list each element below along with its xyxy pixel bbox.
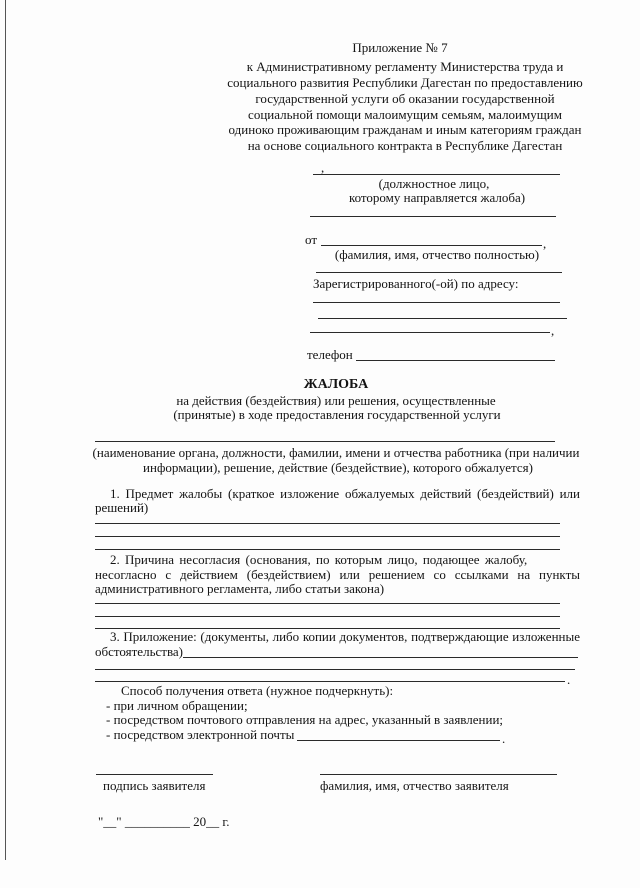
appendix-line: одиноко проживающим гражданам и иным категориям граждан <box>228 122 582 137</box>
phone-fill-line <box>356 360 555 361</box>
response-option: - посредством электронной почты <box>106 727 295 742</box>
official-caption: которому направляется жалоба) <box>348 190 526 205</box>
from-suffix: , <box>543 236 547 251</box>
response-heading: Способ получения ответа (нужное подчеркнуть): <box>121 683 394 698</box>
document-title: ЖАЛОБА <box>303 377 369 392</box>
official-caption: (должностное лицо, <box>378 176 490 191</box>
attachment-fill-line <box>95 669 575 670</box>
appendix-line: на основе социального контракта в Республике Дагестан <box>247 138 563 153</box>
attachment-heading-cont: обстоятельства) <box>95 644 184 659</box>
reason-heading-cont: административного регламента, либо статьи закона) <box>95 581 385 596</box>
email-suffix: . <box>502 731 506 746</box>
appendix-line: социального развития Республики Дагестан по предоставлению <box>227 75 583 90</box>
from-label: от <box>305 232 318 247</box>
reason-fill-line <box>95 603 560 604</box>
complaint-target-caption: (наименование органа, должности, фамилии, имени и отчества работника (при наличии <box>92 445 580 460</box>
subject-heading-cont: решений) <box>95 500 149 515</box>
complaint-target-fill-line <box>95 441 555 442</box>
official-fill-line-2 <box>310 216 556 217</box>
complaint-target-caption: информации), решение, действие (бездействие), которого обжалуется) <box>143 460 533 475</box>
address-fill-line <box>313 302 560 303</box>
subject-fill-line <box>95 549 560 550</box>
signature-fill-line <box>96 774 213 775</box>
address-suffix: , <box>551 323 555 338</box>
subject-fill-line <box>95 536 560 537</box>
appendix-title: Приложение № 7 <box>352 40 448 55</box>
appendix-line: к Административному регламенту Министерства труда и <box>246 59 564 74</box>
address-fill-line <box>318 318 567 319</box>
document-subtitle: на действия (бездействия) или решения, осуществленные <box>176 393 496 408</box>
name-caption: (фамилия, имя, отчество полностью) <box>334 247 540 262</box>
reason-fill-line <box>95 616 560 617</box>
applicant-name-fill-line <box>321 245 542 246</box>
email-fill-line <box>297 740 500 741</box>
document-subtitle: (принятые) в ходе предоставления государственной услуги <box>173 407 501 422</box>
scan-edge-line <box>5 0 6 860</box>
appendix-line: социальной помощи малоимущим семьям, малоимущим <box>248 107 562 122</box>
attachment-heading: 3. Приложение: (документы, либо копии документов, подтверждающие изложенные <box>110 629 580 644</box>
official-fill-line <box>313 174 560 175</box>
attachment-end-mark: . <box>567 672 571 687</box>
appendix-line: государственной услуги об оказании государственной <box>255 91 555 106</box>
response-option: - при личном обращении; <box>106 698 248 713</box>
signature-caption: подпись заявителя <box>103 778 206 793</box>
address-label: Зарегистрированного(-ой) по адресу: <box>313 276 519 291</box>
address-fill-line <box>310 332 550 333</box>
reason-heading: 2. Причина несогласия (основания, по которым лицо, подающее жалобу, <box>110 552 528 567</box>
reason-heading-cont: несогласно с действием (бездействием) или решением со ссылками на пункты <box>95 567 580 582</box>
attachment-fill-line <box>183 657 578 658</box>
subject-fill-line <box>95 523 560 524</box>
signer-name-caption: фамилия, имя, отчество заявителя <box>320 778 509 793</box>
phone-label: телефон <box>307 347 353 362</box>
attachment-fill-line <box>95 681 565 682</box>
subject-heading: 1. Предмет жалобы (краткое изложение обжалуемых действий (бездействий) или <box>110 486 580 501</box>
official-mark: , <box>321 160 325 175</box>
response-option: - посредством почтового отправления на адрес, указанный в заявлении; <box>106 712 504 727</box>
date-line: "__" __________ 20__ г. <box>98 814 230 829</box>
signer-name-fill-line <box>320 774 557 775</box>
applicant-name-fill-line-2 <box>316 272 562 273</box>
